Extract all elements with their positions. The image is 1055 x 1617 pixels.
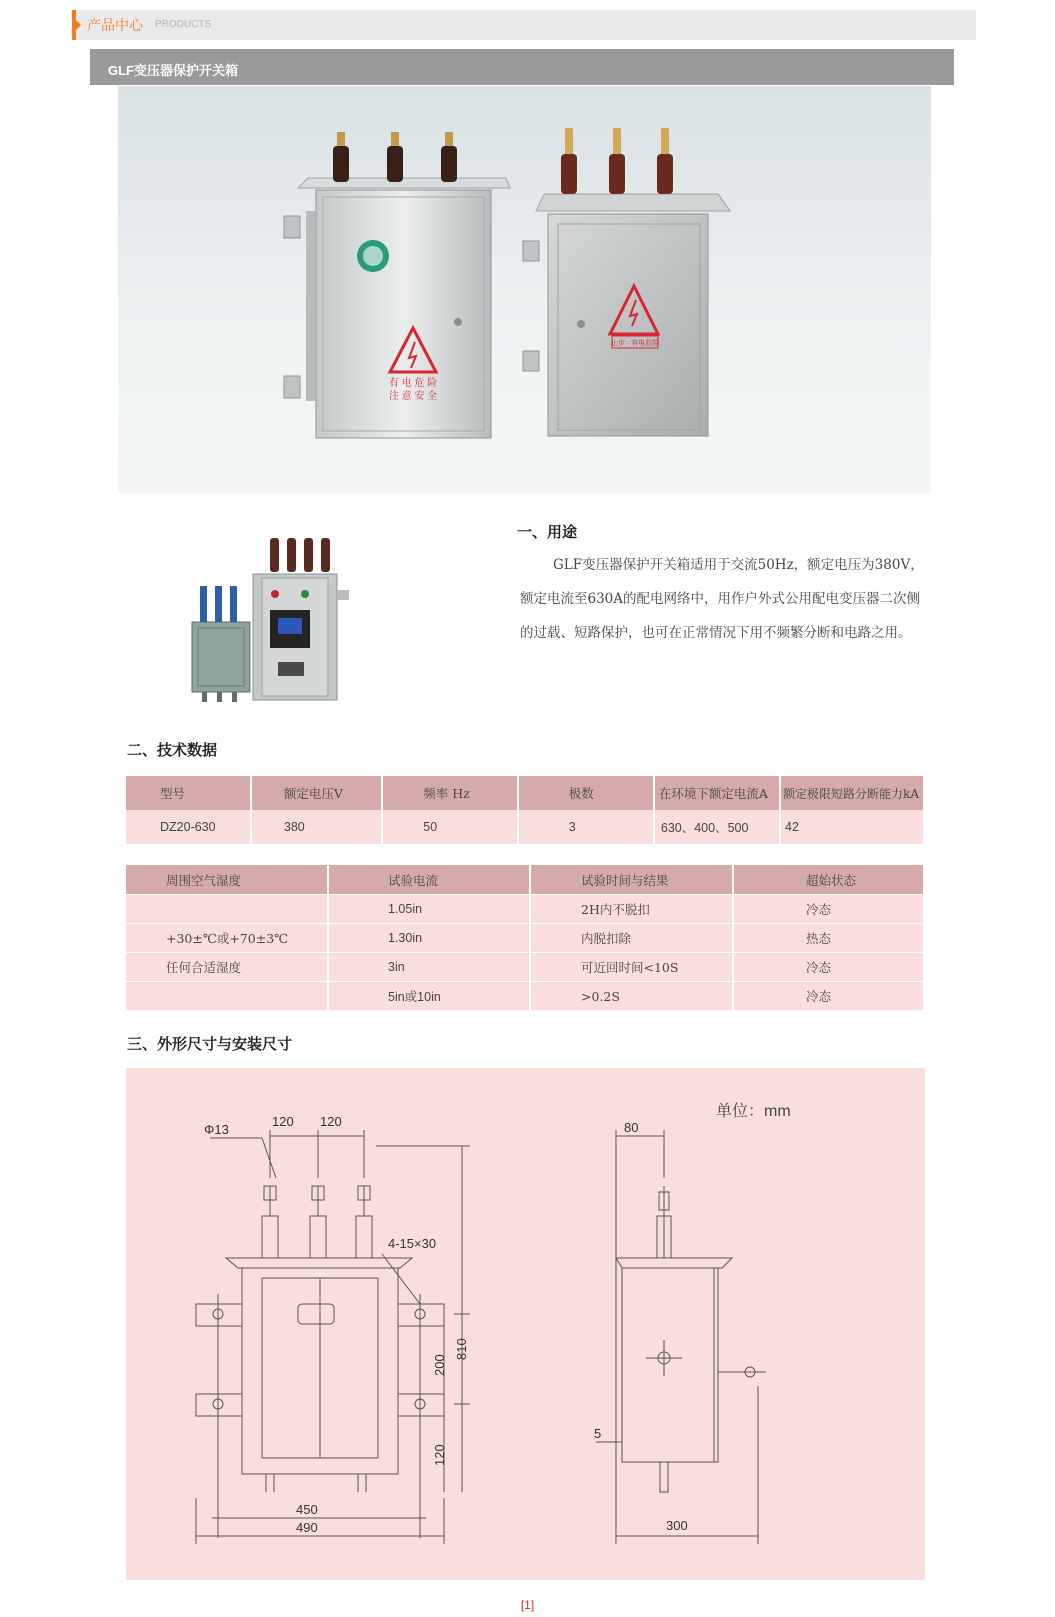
table-row [126,924,924,953]
right-cabinet [523,128,730,436]
table-cell: 630、400、500 [654,810,780,844]
section-title: 产品中心 [87,18,143,34]
table-cell: 冷态 [733,953,924,982]
table-cell: 冷态 [733,895,924,924]
left-cabinet [284,132,510,438]
pagination-link[interactable]: [1] [520,1598,535,1612]
product-title-bar [90,49,954,85]
table-cell: 1.30in [328,924,530,953]
dim-120a: 120 [272,1114,294,1129]
table-header-row [126,776,924,810]
dim-120b: 120 [320,1114,342,1129]
table-header-cell: 周围空气湿度 [126,865,328,895]
warning-text-2: 注 意 安 全 [388,391,438,402]
product-photo [118,86,931,493]
dim-120c: 120 [432,1444,447,1466]
table-cell: 3 [518,810,654,844]
table-header-cell: 型号 [126,776,251,810]
table-header-cell: 在环境下额定电流A [654,776,780,810]
table-cell: 50 [382,810,517,844]
usage-text-block [520,548,932,650]
table-cell: 2H内不脱扣 [530,895,733,924]
table-header-cell: 试验时间与结果 [530,865,733,895]
dim-5: 5 [594,1426,602,1441]
unit-label: 单位：mm [716,1103,791,1120]
table-cell: 3in [328,953,530,982]
table-cell [126,982,328,1011]
table-row [126,953,924,982]
table-cell: DZ20-630 [126,810,251,844]
product-title: GLF变压器保护开关箱 [108,63,238,78]
table-cell: +30±℃或+70±3℃ [126,924,328,953]
dim-holes: 4-15×30 [388,1236,437,1251]
secondary-photo-illustration [190,530,380,720]
dim-phi: Φ13 [204,1122,229,1137]
header-arrow-icon [76,20,81,30]
table-cell [126,895,328,924]
dim-450: 450 [296,1502,318,1517]
dimension-drawing-svg [126,1068,925,1580]
usage-heading: 一、用途 [517,523,578,541]
table-cell: 冷态 [733,982,924,1011]
dim-200: 200 [432,1354,447,1376]
tech-heading: 二、技术数据 [127,741,218,759]
dim-80: 80 [624,1120,639,1135]
table-header-row [126,865,924,895]
table-header-cell: 超始状态 [733,865,924,895]
table-row [126,895,924,924]
section-subtitle: PRODUCTS [155,19,212,30]
table-header-cell: 试验电流 [328,865,530,895]
table-cell: 380 [251,810,382,844]
table-cell: 1.05in [328,895,530,924]
table-cell: 可近回时间<10S [530,953,733,982]
table-header-cell: 极数 [518,776,654,810]
product-photo-illustration [118,86,931,493]
tech-table-tripping [126,865,925,1010]
dimension-drawing [126,1068,925,1580]
table-header-cell: 频率 Hz [382,776,517,810]
table-cell: 热态 [733,924,924,953]
table-cell: 42 [780,810,924,844]
usage-text: GLF变压器保护开关箱适用于交流50Hz，额定电压为380V，额定电流至630A的配电网络中，用作户外式公用配电变压器二次侧的过载、短路保护，也可在正常情况下用不频繁分断和电路之用。 [520,557,924,641]
table-cell: 任何合适湿度 [126,953,328,982]
warning-text-3: 止步 · 有电危险 [610,340,660,347]
dims-heading: 三、外形尺寸与安装尺寸 [127,1035,293,1053]
tech-table-ratings [126,776,925,844]
table-cell: >0.2S [530,982,733,1011]
table-row [126,982,924,1011]
table-header-cell: 额定极限短路分断能力kA [780,776,924,810]
table-header-cell: 额定电压V [251,776,382,810]
dim-810: 810 [454,1338,469,1360]
section-header [72,10,976,40]
secondary-product-photo [190,530,380,720]
table-cell: 5in或10in [328,982,530,1011]
warning-text-1: 有 电 危 险 [388,378,438,389]
dim-490: 490 [296,1520,318,1535]
table-row [126,810,924,844]
table-cell: 内脱扣除 [530,924,733,953]
dim-300: 300 [666,1518,688,1533]
